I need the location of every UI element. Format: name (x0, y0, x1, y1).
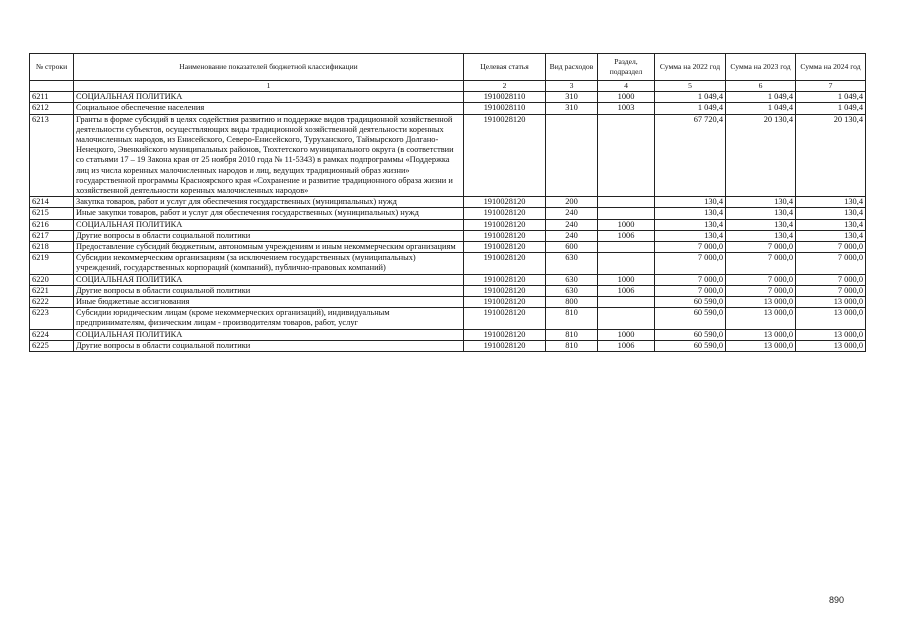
cell-sum-2023: 13 000,0 (726, 329, 796, 340)
table-row (30, 242, 866, 253)
cell-sum-2022: 1 049,4 (655, 92, 726, 103)
cell-target-article: 1910028120 (464, 253, 546, 274)
table-row (30, 114, 866, 197)
cell-name: СОЦИАЛЬНАЯ ПОЛИТИКА (74, 329, 464, 340)
cell-sum-2023: 1 049,4 (726, 103, 796, 114)
table-row (30, 274, 866, 285)
cell-sum-2024: 130,4 (796, 230, 866, 241)
cell-sum-2022: 130,4 (655, 208, 726, 219)
cell-sum-2022: 1 049,4 (655, 103, 726, 114)
table-row (30, 197, 866, 208)
cell-name: Иные закупки товаров, работ и услуг для обеспечения государственных (муниципальных) нужд (74, 208, 464, 219)
table-row (30, 103, 866, 114)
cell-target-article: 1910028120 (464, 308, 546, 329)
cell-target-article: 1910028120 (464, 114, 546, 197)
table-row (30, 230, 866, 241)
cell-name: СОЦИАЛЬНАЯ ПОЛИТИКА (74, 274, 464, 285)
header-name: Наименование показателей бюджетной классификации (74, 54, 464, 81)
table-row (30, 253, 866, 274)
cell-section (598, 114, 655, 197)
cell-name: Предоставление субсидий бюджетным, автономным учреждениям и иным некоммерческим организациям (74, 242, 464, 253)
cell-name: Гранты в форме субсидий в целях содействия развитию и поддержке видов традиционной хозяйственной деятельности субъектов, осуществляющих виды традиционной хозяйственной деятельности коренных малочисленных народов, из Енисейского, Северо-Енисейского, Туруханского, Таймырского Долгано-Ненецкого, Эвенкийского муниципальных районов, Тюхтетского муниципального округа (в соответствии со статьями 17 – 19 Закона края от 25 ноября 2010 года № 11-5343) в рамках подпрограммы «Поддержка лиц из числа коренных малочисленных народов и лиц, ведущих традиционный образ жизни» государственной программы Красноярского края «Сохранение и развитие традиционного образа жизни и хозяйственной деятельности коренных малочисленных народов» (74, 114, 464, 197)
cell-expense-type: 810 (546, 340, 598, 351)
cell-row-number: 6216 (30, 219, 74, 230)
cell-section: 1006 (598, 340, 655, 351)
cell-row-number: 6212 (30, 103, 74, 114)
cell-section: 1006 (598, 230, 655, 241)
cell-row-number: 6214 (30, 197, 74, 208)
cell-row-number: 6221 (30, 285, 74, 296)
cell-sum-2024: 130,4 (796, 197, 866, 208)
cell-target-article: 1910028120 (464, 340, 546, 351)
cell-target-article: 1910028120 (464, 274, 546, 285)
cell-row-number: 6225 (30, 340, 74, 351)
cell-sum-2024: 13 000,0 (796, 340, 866, 351)
cell-row-number: 6211 (30, 92, 74, 103)
cell-sum-2023: 130,4 (726, 208, 796, 219)
column-number: 7 (796, 81, 866, 92)
cell-section: 1006 (598, 285, 655, 296)
table-row (30, 285, 866, 296)
cell-name: Субсидии юридическим лицам (кроме некоммерческих организаций), индивидуальным предпринимателям, физическим лицам - производителям товаров, работ, услуг (74, 308, 464, 329)
cell-section (598, 253, 655, 274)
page-number: 890 (829, 595, 845, 605)
cell-expense-type: 240 (546, 208, 598, 219)
cell-row-number: 6220 (30, 274, 74, 285)
cell-row-number: 6215 (30, 208, 74, 219)
cell-name: СОЦИАЛЬНАЯ ПОЛИТИКА (74, 219, 464, 230)
cell-sum-2022: 60 590,0 (655, 329, 726, 340)
column-number: 5 (655, 81, 726, 92)
cell-sum-2022: 60 590,0 (655, 308, 726, 329)
cell-sum-2024: 7 000,0 (796, 242, 866, 253)
cell-sum-2022: 130,4 (655, 197, 726, 208)
cell-target-article: 1910028120 (464, 208, 546, 219)
cell-section: 1003 (598, 103, 655, 114)
cell-name: Другие вопросы в области социальной политики (74, 285, 464, 296)
cell-name: Социальное обеспечение населения (74, 103, 464, 114)
cell-expense-type: 800 (546, 297, 598, 308)
cell-expense-type: 630 (546, 253, 598, 274)
cell-expense-type: 810 (546, 329, 598, 340)
cell-sum-2022: 60 590,0 (655, 340, 726, 351)
cell-expense-type: 240 (546, 219, 598, 230)
cell-expense-type: 200 (546, 197, 598, 208)
cell-target-article: 1910028120 (464, 285, 546, 296)
cell-sum-2023: 13 000,0 (726, 308, 796, 329)
cell-sum-2022: 7 000,0 (655, 242, 726, 253)
cell-sum-2022: 7 000,0 (655, 253, 726, 274)
cell-expense-type: 240 (546, 230, 598, 241)
cell-sum-2023: 7 000,0 (726, 242, 796, 253)
column-number: 4 (598, 81, 655, 92)
header-row (30, 54, 866, 81)
cell-sum-2024: 7 000,0 (796, 274, 866, 285)
header-sum-2024: Сумма на 2024 год (796, 54, 866, 81)
cell-sum-2023: 7 000,0 (726, 274, 796, 285)
header-expense-type: Вид расходов (546, 54, 598, 81)
cell-sum-2022: 130,4 (655, 230, 726, 241)
cell-sum-2024: 20 130,4 (796, 114, 866, 197)
cell-expense-type: 630 (546, 274, 598, 285)
column-number-row (30, 81, 866, 92)
table-row (30, 297, 866, 308)
column-number (30, 81, 74, 92)
cell-row-number: 6213 (30, 114, 74, 197)
cell-sum-2024: 13 000,0 (796, 308, 866, 329)
cell-sum-2024: 130,4 (796, 208, 866, 219)
cell-expense-type: 630 (546, 285, 598, 296)
table-row (30, 219, 866, 230)
cell-section: 1000 (598, 274, 655, 285)
table-row (30, 208, 866, 219)
cell-row-number: 6223 (30, 308, 74, 329)
cell-target-article: 1910028120 (464, 297, 546, 308)
cell-row-number: 6218 (30, 242, 74, 253)
header-target-article: Целевая статья (464, 54, 546, 81)
cell-sum-2024: 130,4 (796, 219, 866, 230)
cell-section (598, 297, 655, 308)
cell-sum-2024: 13 000,0 (796, 297, 866, 308)
cell-section: 1000 (598, 329, 655, 340)
cell-section (598, 242, 655, 253)
cell-target-article: 1910028120 (464, 219, 546, 230)
table-row (30, 340, 866, 351)
cell-sum-2023: 20 130,4 (726, 114, 796, 197)
column-number: 6 (726, 81, 796, 92)
cell-sum-2024: 1 049,4 (796, 103, 866, 114)
cell-sum-2023: 13 000,0 (726, 340, 796, 351)
cell-row-number: 6219 (30, 253, 74, 274)
cell-sum-2022: 7 000,0 (655, 274, 726, 285)
cell-sum-2022: 60 590,0 (655, 297, 726, 308)
table-body (30, 92, 866, 352)
cell-sum-2024: 7 000,0 (796, 253, 866, 274)
cell-section: 1000 (598, 219, 655, 230)
cell-row-number: 6224 (30, 329, 74, 340)
cell-section: 1000 (598, 92, 655, 103)
cell-sum-2023: 130,4 (726, 219, 796, 230)
cell-sum-2024: 1 049,4 (796, 92, 866, 103)
cell-target-article: 1910028120 (464, 329, 546, 340)
cell-name: Другие вопросы в области социальной политики (74, 230, 464, 241)
cell-expense-type (546, 114, 598, 197)
cell-name: СОЦИАЛЬНАЯ ПОЛИТИКА (74, 92, 464, 103)
header-sum-2022: Сумма на 2022 год (655, 54, 726, 81)
cell-sum-2023: 130,4 (726, 230, 796, 241)
cell-target-article: 1910028110 (464, 92, 546, 103)
cell-row-number: 6222 (30, 297, 74, 308)
cell-name: Другие вопросы в области социальной политики (74, 340, 464, 351)
cell-target-article: 1910028120 (464, 197, 546, 208)
cell-name: Иные бюджетные ассигнования (74, 297, 464, 308)
budget-table (29, 53, 866, 352)
cell-expense-type: 810 (546, 308, 598, 329)
table-row (30, 308, 866, 329)
cell-target-article: 1910028110 (464, 103, 546, 114)
cell-name: Субсидии некоммерческим организациям (за исключением государственных (муниципальных) учреждений, государственных корпораций (компаний), публично-правовых компаний) (74, 253, 464, 274)
cell-sum-2023: 7 000,0 (726, 285, 796, 296)
column-number: 1 (74, 81, 464, 92)
cell-row-number: 6217 (30, 230, 74, 241)
cell-section (598, 197, 655, 208)
header-sum-2023: Сумма на 2023 год (726, 54, 796, 81)
cell-sum-2022: 67 720,4 (655, 114, 726, 197)
cell-section (598, 208, 655, 219)
cell-target-article: 1910028120 (464, 242, 546, 253)
cell-name: Закупка товаров, работ и услуг для обеспечения государственных (муниципальных) нужд (74, 197, 464, 208)
cell-sum-2023: 1 049,4 (726, 92, 796, 103)
cell-section (598, 308, 655, 329)
cell-sum-2022: 130,4 (655, 219, 726, 230)
cell-expense-type: 310 (546, 103, 598, 114)
cell-expense-type: 310 (546, 92, 598, 103)
cell-sum-2023: 7 000,0 (726, 253, 796, 274)
cell-sum-2023: 130,4 (726, 197, 796, 208)
header-section: Раздел, подраздел (598, 54, 655, 81)
table-row (30, 92, 866, 103)
header-row-number: № строки (30, 54, 74, 81)
column-number: 3 (546, 81, 598, 92)
cell-expense-type: 600 (546, 242, 598, 253)
cell-sum-2023: 13 000,0 (726, 297, 796, 308)
cell-target-article: 1910028120 (464, 230, 546, 241)
cell-sum-2024: 7 000,0 (796, 285, 866, 296)
column-number: 2 (464, 81, 546, 92)
table-row (30, 329, 866, 340)
cell-sum-2022: 7 000,0 (655, 285, 726, 296)
cell-sum-2024: 13 000,0 (796, 329, 866, 340)
